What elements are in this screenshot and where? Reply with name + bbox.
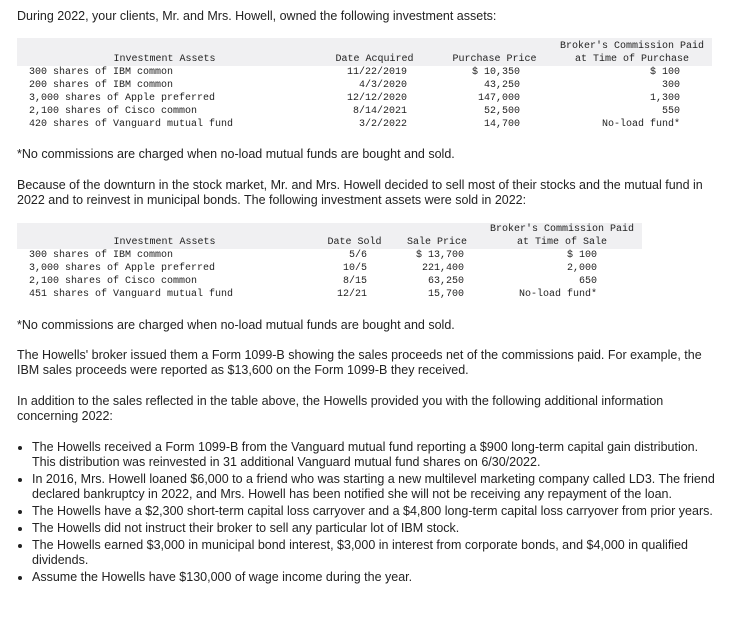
cell-commission: 2,000 — [566, 263, 597, 274]
footnote-purchase: *No commissions are charged when no-load mutual funds are bought and sold. — [17, 147, 455, 161]
cell-commission: $ 100 — [566, 250, 597, 261]
cell-asset: 300 shares of IBM common — [29, 250, 174, 261]
cell-asset: 200 shares of IBM common — [29, 80, 174, 91]
col-header-commission-line1: Broker's Commission Paid — [559, 41, 705, 52]
cell-price: 52,500 — [483, 106, 520, 117]
col-header-date-sold: Date Sold — [327, 237, 382, 248]
col-header-asset: Investment Assets — [113, 54, 216, 65]
list-item: • Assume the Howells have $130,000 of wage income during the year. — [32, 570, 722, 585]
cell-asset: 2,100 shares of Cisco common — [29, 276, 198, 287]
cell-commission: 650 — [578, 276, 597, 287]
cell-price: $ 13,700 — [415, 250, 464, 261]
col-header-commission-line1: Broker's Commission Paid — [489, 224, 635, 235]
cell-commission: No-load fund* — [518, 289, 597, 300]
additional-info-list — [17, 440, 722, 587]
col-header-commission-line2: at Time of Purchase — [574, 54, 690, 65]
list-item: • The Howells received a Form 1099-B from the Vanguard mutual fund reporting a $900 long-term capital gain distribution. This distribution was reinvested in 31 additional Vanguard mutual fund shares on 6/30/2022. — [32, 440, 722, 470]
cell-price: $ 10,350 — [471, 67, 520, 78]
col-header-purchase-price: Purchase Price — [452, 54, 537, 65]
cell-price: 147,000 — [477, 93, 520, 104]
cell-price: 221,400 — [421, 263, 464, 274]
cell-commission: 550 — [661, 106, 680, 117]
cell-asset: 3,000 shares of Apple preferred — [29, 93, 216, 104]
list-item: • In 2016, Mrs. Howell loaned $6,000 to a friend who was starting a new multilevel marketing company called LD3. The friend declared bankruptcy in 2022, and Mrs. Howell has been notified she will not be receiving any repayment of the loan. — [32, 472, 722, 502]
cell-date: 11/22/2019 — [346, 67, 407, 78]
list-item: • The Howells did not instruct their broker to sell any particular lot of IBM stock. — [32, 521, 722, 536]
cell-price: 14,700 — [483, 119, 520, 130]
cell-commission: 300 — [661, 80, 680, 91]
cell-date: 8/14/2021 — [352, 106, 407, 117]
cell-asset: 451 shares of Vanguard mutual fund — [29, 289, 234, 300]
cell-price: 63,250 — [427, 276, 464, 287]
sold-paragraph: Because of the downturn in the stock market, Mr. and Mrs. Howell decided to sell most of their stocks and the mutual fund in 2022 and to reinvest in municipal bonds. The following investment assets were sold in 2022: — [17, 178, 703, 207]
cell-asset: 3,000 shares of Apple preferred — [29, 263, 216, 274]
list-item: • The Howells earned $3,000 in municipal bond interest, $3,000 in interest from corporate bonds, and $4,000 in qualified dividends. — [32, 538, 722, 568]
footnote-sale: *No commissions are charged when no-load mutual funds are bought and sold. — [17, 318, 455, 332]
list-item: • The Howells have a $2,300 short-term capital loss carryover and a $4,800 long-term capital loss carryover from prior years. — [32, 504, 722, 519]
cell-price: 15,700 — [427, 289, 464, 300]
col-header-sale-price: Sale Price — [406, 237, 467, 248]
col-header-commission-line2: at Time of Sale — [516, 237, 607, 248]
cell-asset: 2,100 shares of Cisco common — [29, 106, 198, 117]
cell-date: 12/21 — [336, 289, 367, 300]
sale-table — [17, 223, 712, 303]
cell-date: 12/12/2020 — [346, 93, 407, 104]
cell-price: 43,250 — [483, 80, 520, 91]
cell-asset: 300 shares of IBM common — [29, 67, 174, 78]
cell-date: 3/2/2022 — [358, 119, 407, 130]
cell-commission: $ 100 — [649, 67, 680, 78]
cell-asset: 420 shares of Vanguard mutual fund — [29, 119, 234, 130]
cell-date: 8/15 — [342, 276, 367, 287]
purchase-table — [17, 38, 712, 133]
cell-date: 4/3/2020 — [358, 80, 407, 91]
broker-paragraph: The Howells' broker issued them a Form 1099-B showing the sales proceeds net of the commissions paid. For example, the IBM sales proceeds were reported as $13,600 on the Form 1099-B they received. — [17, 348, 702, 377]
col-header-asset: Investment Assets — [113, 237, 216, 248]
cell-commission: 1,300 — [649, 93, 680, 104]
cell-commission: No-load fund* — [601, 119, 680, 130]
col-header-date-acquired: Date Acquired — [335, 54, 414, 65]
cell-date: 5/6 — [348, 250, 367, 261]
cell-date: 10/5 — [342, 263, 367, 274]
additional-info-paragraph: In addition to the sales reflected in the table above, the Howells provided you with the following additional information concerning 2022: — [17, 394, 664, 423]
intro-text: During 2022, your clients, Mr. and Mrs. Howell, owned the following investment assets: — [17, 9, 497, 23]
